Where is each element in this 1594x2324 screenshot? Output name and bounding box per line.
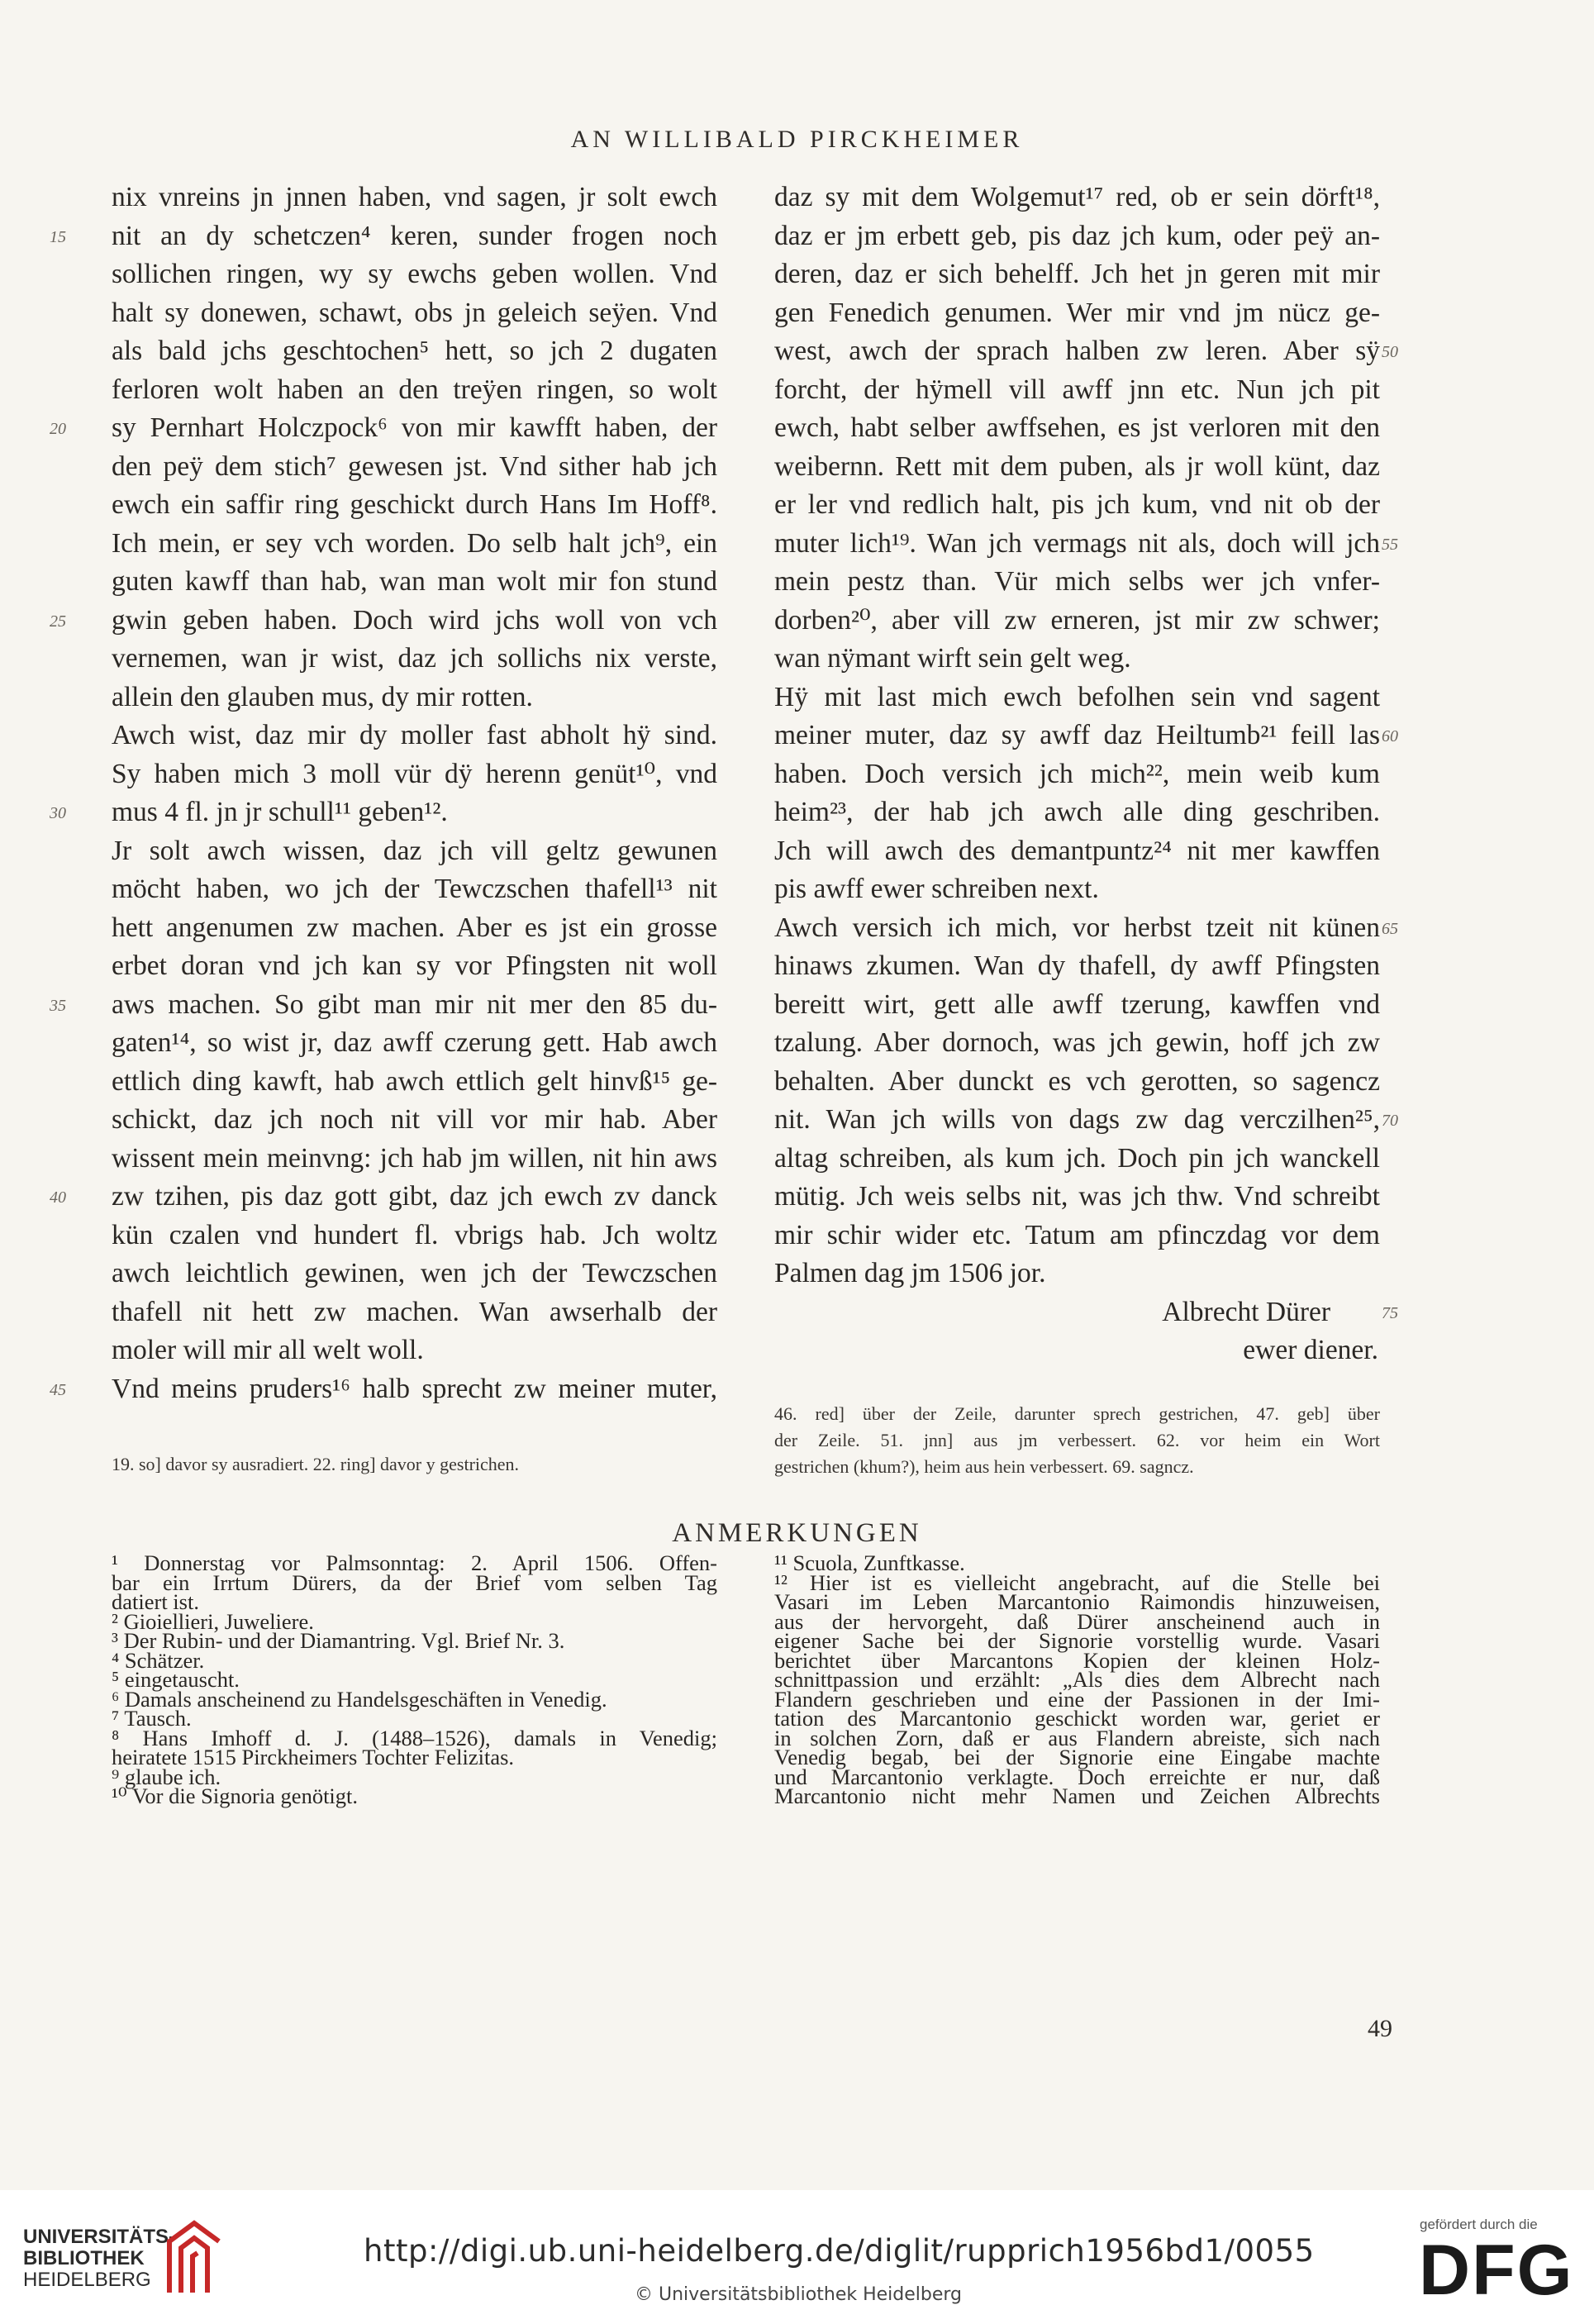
- text-line: Awch versich ich mich, vor herbst tzeit nit künen: [774, 912, 1380, 943]
- line-number: 70: [1382, 1112, 1398, 1130]
- text-line: er ler vnd redlich halt, pis jch kum, vnd nit ob der: [774, 489, 1380, 520]
- text-line: daz sy mit dem Wolgemut¹⁷ red, ob er sein dörft¹⁸,: [774, 182, 1380, 212]
- note-line: aus der hervorgeht, daß Dürer anscheinend auch in: [774, 1608, 1380, 1634]
- apparatus-left-text: 19. so] davor sy ausradiert. 22. ring] davor y gestrichen.: [112, 1454, 520, 1474]
- note-line: ¹¹ Scuola, Zunftkasse.: [774, 1550, 965, 1575]
- text-line: Hÿ mit last mich ewch befolhen sein vnd sagent: [774, 681, 1380, 712]
- text-line: hett angenumen zw machen. Aber es jst ein grosse: [112, 912, 717, 943]
- critical-apparatus-right: [774, 1401, 1380, 1480]
- text-line: mütig. Jch weis selbs nit, was jch thw. Vnd schreibt: [774, 1181, 1380, 1212]
- text-line: gwin geben haben. Doch wird jchs woll von vch: [112, 604, 717, 636]
- text-line: ewch ein saffir ring geschickt durch Hans Im Hoff⁸.: [112, 489, 717, 520]
- text-line: Vnd meins pruders¹⁶ halb sprecht zw meiner muter,: [112, 1373, 717, 1404]
- text-line: sy Pernhart Holczpock⁶ von mir kawfft haben, der: [112, 412, 717, 443]
- letter-text-left-column: [112, 179, 717, 1408]
- note-line: eigener Sache bei der Signorie vorstellig wurde. Vasari: [774, 1628, 1380, 1653]
- apparatus-line: der Zeile. 51. jnn] aus jm verbessert. 62. vor heim ein Wort: [774, 1430, 1380, 1450]
- text-line: muter lich¹⁹. Wan jch vermags nit als, doch will jch: [774, 527, 1380, 559]
- note-line: Vasari im Leben Marcantonio Raimondis hinzuweisen,: [774, 1589, 1380, 1614]
- text-line: sollichen ringen, wy sy ewchs geben wollen. Vnd: [112, 259, 717, 289]
- line-number: 75: [1382, 1303, 1398, 1322]
- text-line: möcht haben, wo jch der Tewczschen thafell¹³ nit: [112, 874, 717, 904]
- text-line: behalten. Aber dunckt es vch gerotten, so sagencz: [774, 1065, 1380, 1097]
- text-line: ferloren wolt haben an den treÿen ringen, so wolt: [112, 374, 717, 405]
- note-line: ⁶ Damals anscheinend zu Handelsgeschäften in Venedig.: [112, 1686, 607, 1712]
- line-number: 20: [50, 420, 66, 438]
- text-line: mein pestz than. Vür mich selbs wer jch vnfer-: [774, 566, 1380, 597]
- library-name-line-1: UNIVERSITÄTS-: [23, 2226, 176, 2248]
- note-line: ¹ Donnerstag vor Palmsonntag: 2. April 1506. Offen-: [112, 1550, 717, 1575]
- text-line: allein den glauben mus, dy mir rotten.: [112, 681, 533, 712]
- line-number: 65: [1382, 919, 1398, 938]
- text-line: hinaws zkumen. Wan dy thafell, dy awff Pfingsten: [774, 950, 1380, 981]
- line-number: 60: [1382, 727, 1398, 745]
- running-head: AN WILLIBALD PIRCKHEIMER: [570, 126, 1024, 153]
- text-line: dorben²⁰, aber vill zw erneren, jst mir zw schwer;: [774, 604, 1380, 636]
- note-line: Venedig begab, bei der Signorie eine Eingabe machte: [774, 1745, 1380, 1769]
- note-line: tation des Marcantonio geschickt worden war, geriet er: [774, 1706, 1380, 1731]
- note-line: berichtet über Marcantons Kopien der kleinen Holz-: [774, 1647, 1380, 1673]
- note-line: ⁴ Schätzer.: [112, 1647, 205, 1673]
- text-line: forcht, der hÿmell vill awff jnn etc. Nun jch pit: [774, 374, 1380, 405]
- text-line: Jch will awch des demantpuntz²⁴ nit mer kawffen: [774, 835, 1380, 866]
- note-line: ² Gioiellieri, Juweliere.: [112, 1608, 314, 1634]
- text-line: pis awff ewer schreiben next.: [774, 874, 1099, 904]
- note-line: Flandern geschrieben und eine der Passionen in der Imi-: [774, 1686, 1380, 1712]
- line-number: 55: [1382, 535, 1398, 554]
- ub-heidelberg-logo-icon: [161, 2217, 227, 2299]
- text-line: aws machen. So gibt man mir nit mer den 85 du-: [112, 988, 717, 1020]
- note-line: schnittpassion und erzählt: „Als dies dem Albrecht nach: [774, 1667, 1380, 1692]
- text-line: Awch wist, daz mir dy moller fast abholt hÿ sind.: [112, 720, 717, 750]
- line-number: 30: [50, 804, 66, 822]
- text-line: haben. Doch versich jch mich²², mein weib kum: [774, 758, 1380, 789]
- note-line: ⁹ glaube ich.: [112, 1764, 221, 1789]
- note-line: in solchen Zorn, daß er aus Flandern abreiste, sich nach: [774, 1725, 1380, 1750]
- library-name-line-3: HEIDELBERG: [23, 2269, 151, 2291]
- line-number: 35: [50, 996, 66, 1015]
- page-number: 49: [1368, 2015, 1392, 2042]
- note-line: ⁸ Hans Imhoff d. J. (1488–1526), damals in Venedig;: [112, 1725, 717, 1750]
- note-line: datiert ist.: [112, 1589, 199, 1614]
- note-line: bar ein Irrtum Dürers, da der Brief vom selben Tag: [112, 1569, 717, 1595]
- line-number: 50: [1382, 343, 1398, 361]
- text-line: erbet doran vnd jch kan sy vor Pfingsten nit woll: [112, 950, 717, 981]
- note-line: und Marcantonio verklagte. Doch erreichte er nur, daß: [774, 1764, 1380, 1789]
- critical-apparatus-left: [112, 1451, 717, 1478]
- text-line: ettlich ding kawft, hab awch ettlich gelt hinvß¹⁵ ge-: [112, 1065, 717, 1097]
- text-line: kün czalen vnd hundert fl. vbrigs hab. Jch woltz: [112, 1219, 717, 1250]
- note-line: Marcantonio nicht mehr Namen und Zeichen Albrechts: [774, 1783, 1380, 1808]
- note-line: ¹⁰ Vor die Signoria genötigt.: [112, 1783, 359, 1808]
- text-line: ewer diener.: [1243, 1335, 1378, 1365]
- text-line: deren, daz er sich behelff. Jch het jn geren mit mir: [774, 259, 1380, 289]
- text-line: Sy haben mich 3 moll vür dÿ herenn genüt¹⁰, vnd: [112, 758, 717, 789]
- text-line: tzalung. Aber dornoch, was jch gewin, hoff jch zw: [774, 1027, 1380, 1058]
- text-line: als bald jchs geschtochen⁵ hett, so jch 2 dugaten: [112, 336, 717, 366]
- digitization-footer: [0, 2190, 1594, 2324]
- library-logo-text[interactable]: [23, 2226, 175, 2291]
- text-line: Palmen dag jm 1506 jor.: [774, 1258, 1046, 1288]
- text-line: halt sy donewen, schawt, obs jn geleich seÿen. Vnd: [112, 297, 717, 328]
- notes-right-column: [774, 1550, 1380, 1808]
- text-line: bereitt wirt, gett alle awff tzerung, kawffen vnd: [774, 988, 1380, 1020]
- note-line: heiratete 1515 Pirckheimers Tochter Felizitas.: [112, 1745, 515, 1769]
- text-line: wissent mein meinvng: jch hab jm willen, nit hin aws: [112, 1142, 717, 1174]
- text-line: gaten¹⁴, so wist jr, daz awff czerung gett. Hab awch: [112, 1027, 717, 1058]
- sponsor-caption: gefördert durch die: [1420, 2217, 1538, 2232]
- apparatus-line: gestrichen (khum?), heim aus hein verbessert. 69. sagncz.: [774, 1456, 1194, 1477]
- dfg-logo[interactable]: DFG: [1419, 2231, 1574, 2310]
- line-number: 15: [50, 227, 66, 246]
- text-line: schickt, daz jch noch nit vill vor mir hab. Aber: [112, 1104, 717, 1135]
- text-line: awch leichtlich gewinen, wen jch der Tewczschen: [112, 1258, 717, 1288]
- text-line: Albrecht Dürer: [1162, 1296, 1330, 1327]
- text-line: guten kawff than hab, wan man wolt mir fon stund: [112, 566, 717, 597]
- text-line: moler will mir all welt woll.: [112, 1335, 424, 1365]
- permalink-url[interactable]: http://digi.ub.uni-heidelberg.de/diglit/rupprich1956bd1/0055: [364, 2233, 1315, 2269]
- text-line: altag schreiben, als kum jch. Doch pin jch wanckell: [774, 1142, 1380, 1174]
- text-line: daz er jm erbett geb, pis daz jch kum, oder peÿ an-: [774, 220, 1380, 251]
- text-line: zw tzihen, pis daz gott gibt, daz jch ewch zv danck: [112, 1181, 717, 1212]
- notes-title: ANMERKUNGEN: [672, 1518, 922, 1548]
- text-line: nit. Wan jch wills von dags zw dag verczilhen²⁵,: [774, 1104, 1380, 1135]
- text-line: Jr solt awch wissen, daz jch vill geltz gewunen: [112, 835, 717, 866]
- text-line: west, awch der sprach halben zw leren. Aber sÿ: [774, 336, 1380, 366]
- text-line: gen Fenedich genumen. Wer mir vnd jm nücz ge-: [774, 297, 1380, 328]
- text-line: nix vnreins jn jnnen haben, vnd sagen, jr solt ewch: [112, 182, 717, 212]
- note-line: ¹² Hier ist es vielleicht angebracht, auf die Stelle bei: [774, 1569, 1380, 1595]
- note-line: ⁷ Tausch.: [112, 1706, 192, 1731]
- line-number: 45: [50, 1380, 66, 1399]
- text-line: vernemen, wan jr wist, daz jch sollichs nix verste,: [112, 643, 717, 674]
- copyright-notice: © Universitätsbibliothek Heidelberg: [635, 2284, 963, 2305]
- text-line: mus 4 fl. jn jr schull¹¹ geben¹².: [112, 797, 448, 827]
- letter-text-right-column: [774, 179, 1380, 1370]
- line-number: 40: [50, 1188, 66, 1207]
- text-line: ewch, habt selber awffsehen, es jst verloren mit den: [774, 412, 1380, 443]
- note-line: ³ Der Rubin- und der Diamantring. Vgl. Brief Nr. 3.: [112, 1628, 565, 1653]
- note-line: ⁵ eingetauscht.: [112, 1667, 240, 1692]
- text-line: thafell nit hett zw machen. Wan awserhalb der: [112, 1296, 717, 1327]
- notes-left-column: [112, 1550, 717, 1808]
- text-line: mir schir wider etc. Tatum am pfinczdag vor dem: [774, 1219, 1380, 1250]
- text-line: heim²³, der hab jch awch alle ding geschriben.: [774, 797, 1380, 827]
- text-line: weibernn. Rett mit dem puben, als jr woll künt, daz: [774, 450, 1380, 482]
- line-number: 25: [50, 612, 66, 631]
- text-line: nit an dy schetczen⁴ keren, sunder frogen noch: [112, 220, 717, 251]
- text-line: den peÿ dem stich⁷ gewesen jst. Vnd sither hab jch: [112, 450, 717, 482]
- text-line: meiner muter, daz sy awff daz Heiltumb²¹ feill las: [774, 720, 1380, 750]
- text-line: wan nÿmant wirft sein gelt weg.: [774, 643, 1131, 674]
- text-line: Ich mein, er sey vch worden. Do selb halt jch⁹, ein: [112, 527, 717, 559]
- library-name-line-2: BIBLIOTHEK: [23, 2247, 145, 2269]
- apparatus-line: 46. red] über der Zeile, darunter sprech gestrichen, 47. geb] über: [774, 1403, 1380, 1424]
